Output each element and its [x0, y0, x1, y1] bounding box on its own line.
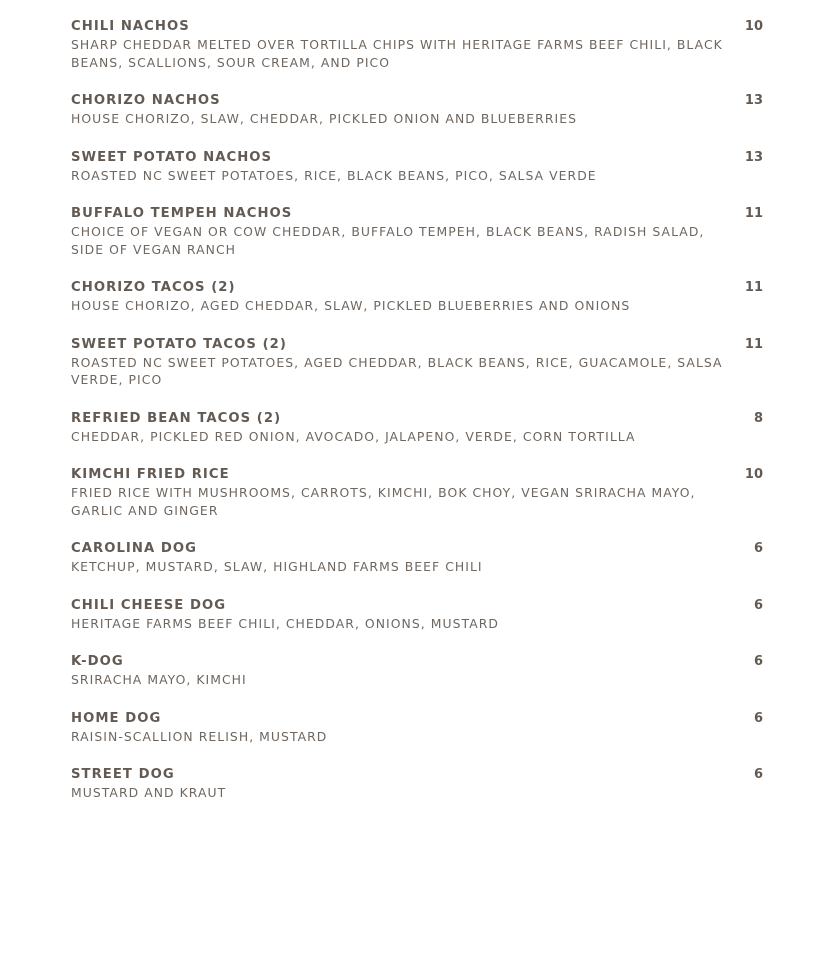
menu-item-kimchi-fried-rice [71, 466, 764, 519]
menu-list [71, 18, 764, 802]
menu-item-k-dog [71, 653, 764, 689]
item-description: HOUSE CHORIZO, AGED CHEDDAR, SLAW, PICKLED BLUEBERRIES AND ONIONS [71, 298, 631, 313]
item-description: FRIED RICE WITH MUSHROOMS, CARROTS, KIMCHI, BOK CHOY, VEGAN SRIRACHA MAYO, GARLIC AND GINGER [71, 485, 696, 518]
menu-item-chorizo-nachos [71, 92, 764, 128]
item-name: REFRIED BEAN TACOS (2) [71, 410, 282, 426]
item-description: ROASTED NC SWEET POTATOES, RICE, BLACK BEANS, PICO, SALSA VERDE [71, 167, 597, 183]
item-price: 11 [744, 280, 763, 295]
item-description: CHEDDAR, PICKLED RED ONION, AVOCADO, JALAPENO, VERDE, CORN TORTILLA [71, 428, 636, 444]
item-price: 10 [744, 467, 763, 482]
item-price: 8 [753, 410, 763, 426]
item-name: SWEET POTATO NACHOS [71, 149, 273, 165]
item-description: ROASTED NC SWEET POTATOES, AGED CHEDDAR, BLACK BEANS, RICE, GUACAMOLE, SALSA VERDE, PICO [71, 354, 723, 387]
item-name: CHILI NACHOS [71, 19, 190, 34]
menu-item-chorizo-tacos [71, 279, 764, 315]
menu-item-chili-cheese-dog [71, 597, 764, 633]
item-description: KETCHUP, MUSTARD, SLAW, HIGHLAND FARMS BEEF CHILI [71, 559, 483, 574]
item-name: CHORIZO TACOS (2) [71, 280, 236, 295]
item-price: 6 [753, 597, 763, 613]
menu-item-street-dog [71, 766, 764, 802]
item-description: CHOICE OF VEGAN OR COW CHEDDAR, BUFFALO TEMPEH, BLACK BEANS, RADISH SALAD, SIDE OF VEGAN RANCH [71, 224, 705, 257]
item-name: BUFFALO TEMPEH NACHOS [71, 206, 293, 221]
item-price: 6 [753, 541, 763, 556]
menu-item-carolina-dog [71, 540, 764, 576]
menu-item-sweet-potato-nachos [71, 149, 764, 185]
item-name: HOME DOG [71, 710, 162, 726]
item-name: STREET DOG [71, 767, 175, 782]
item-name: CHORIZO NACHOS [71, 93, 221, 108]
item-price: 13 [744, 149, 763, 165]
item-price: 6 [753, 767, 763, 782]
item-price: 6 [753, 710, 763, 726]
item-description: SRIRACHA MAYO, KIMCHI [71, 672, 247, 687]
item-description: MUSTARD AND KRAUT [71, 785, 227, 800]
item-description: HOUSE CHORIZO, SLAW, CHEDDAR, PICKLED ONION AND BLUEBERRIES [71, 111, 577, 126]
menu-item-refried-bean-tacos [71, 410, 764, 446]
item-name: K-DOG [71, 654, 124, 669]
menu-item-chili-nachos [71, 18, 764, 71]
item-name: KIMCHI FRIED RICE [71, 467, 230, 482]
item-description: HERITAGE FARMS BEEF CHILI, CHEDDAR, ONIONS, MUSTARD [71, 615, 499, 631]
item-price: 10 [744, 19, 763, 34]
item-price: 11 [744, 206, 763, 221]
item-description: RAISIN-SCALLION RELISH, MUSTARD [71, 728, 328, 744]
item-price: 13 [744, 93, 763, 108]
menu-item-buffalo-tempeh-nachos [71, 205, 764, 258]
item-price: 11 [744, 336, 763, 352]
menu-item-home-dog [71, 710, 764, 746]
item-description: SHARP CHEDDAR MELTED OVER TORTILLA CHIPS WITH HERITAGE FARMS BEEF CHILI, BLACK BEANS, SCALLIONS, SOUR CREAM, AND PICO [71, 37, 723, 70]
item-name: SWEET POTATO TACOS (2) [71, 336, 287, 352]
item-name: CAROLINA DOG [71, 541, 197, 556]
item-price: 6 [753, 654, 763, 669]
menu-item-sweet-potato-tacos [71, 336, 764, 389]
item-name: CHILI CHEESE DOG [71, 597, 227, 613]
